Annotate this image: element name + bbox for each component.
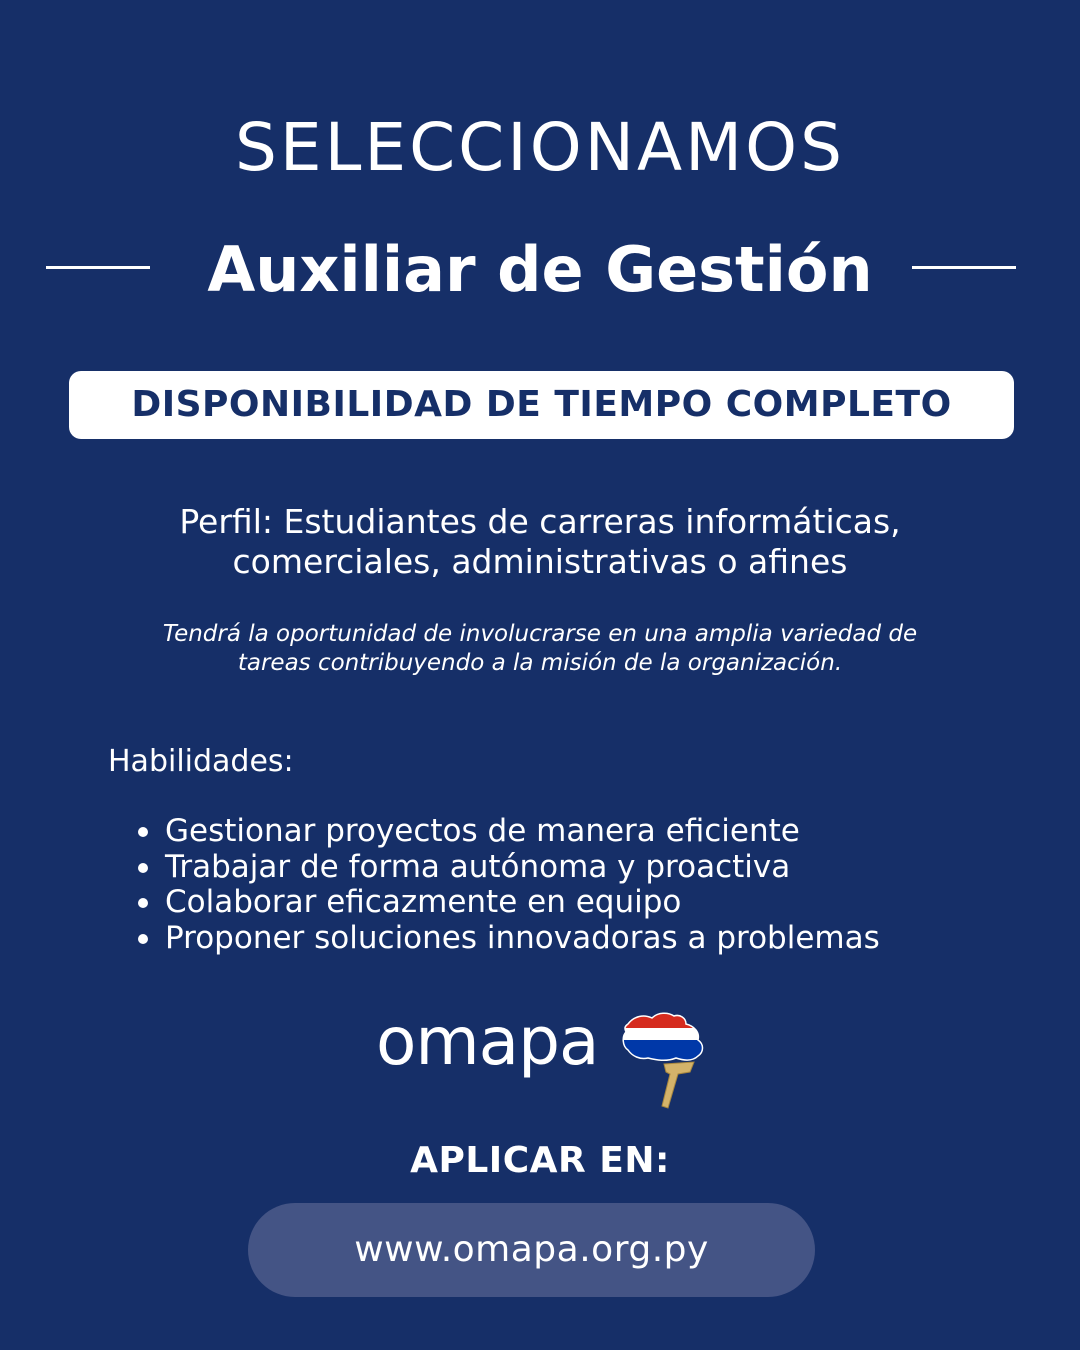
skill-text: Trabajar de forma autónoma y proactiva	[165, 848, 791, 885]
bullet-icon	[138, 934, 148, 944]
profile-line-1: Perfil: Estudiantes de carreras informáticas,	[179, 502, 901, 541]
skill-item	[135, 921, 880, 957]
skill-item	[135, 814, 880, 850]
note-line-2: tareas contribuyendo a la misión de la organización.	[237, 650, 843, 676]
profile-line-2: comerciales, administrativas o afines	[232, 542, 848, 581]
logo-wordmark: omapa	[376, 1003, 599, 1080]
title-row	[0, 230, 1080, 310]
skill-text: Colaborar eficazmente en equipo	[165, 884, 682, 920]
omapa-logo	[376, 1004, 716, 1112]
skill-text: Proponer soluciones innovadoras a problemas	[165, 919, 880, 956]
skill-item	[135, 885, 880, 921]
title-rule-right	[912, 266, 1016, 269]
profile-text	[40, 502, 1040, 582]
note-line-1: Tendrá la oportunidad de involucrarse en una amplia variedad de	[162, 621, 918, 647]
bullet-icon	[138, 827, 148, 837]
opportunity-note	[60, 620, 1020, 678]
skills-list	[135, 814, 880, 956]
bullet-icon	[138, 898, 148, 908]
skill-text: Gestionar proyectos de manera eficiente	[165, 813, 800, 849]
apply-label: APLICAR EN:	[410, 1140, 670, 1181]
availability-badge: DISPONIBILIDAD DE TIEMPO COMPLETO	[69, 371, 1014, 439]
eyebrow-heading: SELECCIONAMOS	[235, 109, 845, 186]
job-title: Auxiliar de Gestión	[207, 233, 873, 306]
website-link[interactable]: www.omapa.org.py	[248, 1203, 815, 1297]
skills-heading: Habilidades:	[108, 744, 294, 779]
skill-item	[135, 850, 880, 886]
bullet-icon	[138, 863, 148, 873]
paraguay-flag-map-torch-icon	[620, 1006, 710, 1112]
